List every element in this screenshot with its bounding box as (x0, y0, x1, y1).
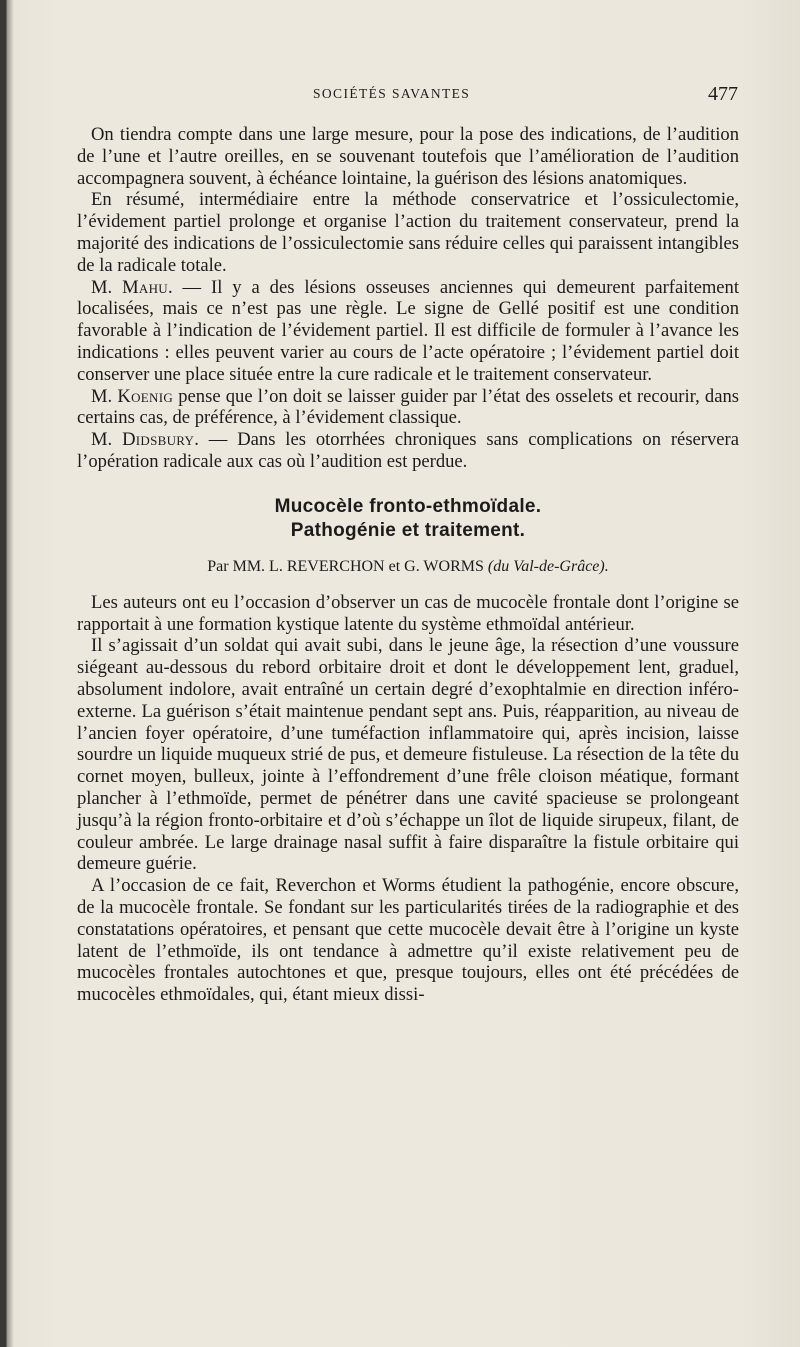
speaker-prefix: M. (91, 276, 123, 298)
paragraph: On tiendra compte dans une large mesure, pour la pose des indications, de l’audition de l’une et l’autre oreilles, en se souvenant toutefois que l’amélioration de l’audition accompagnera souvent, à échéance lointaine, la guérison des lésions anatomiques. (77, 124, 739, 189)
intervention-text: . — Il y a des lésions osseuses anciennes qui demeurent parfaitement localisées, mais ce n’est pas une règle. Le signe de Gellé positif est une condition favorable à l’indication de l’évidement partiel. Il est difficile de formuler à l’avance les indications : elles peuvent varier au cours de l’acte opératoire ; l’évidement partiel doit conserver une place située entre la cure radicale et le traitement conservateur. (77, 276, 739, 385)
paragraph: Il s’agissait d’un soldat qui avait subi, dans le jeune âge, la résection d’une voussure siégeant au-dessous du rebord orbitaire droit et dont le développement lent, graduel, absolument indolore, avait entraîné un certain degré d’exophtalmie en direction inféro-externe. La guérison s’était maintenue pendant sept ans. Puis, réapparition, au niveau de l’ancien foyer opératoire, d’une tuméfaction inflammatoire qui, après incision, laisse sourdre un liquide muqueux strié de pus, et demeure fistuleuse. La résection de la tête du cornet moyen, bulleux, jointe à l’effondrement d’une frêle cloison méatique, formant plancher à l’ethmoïde, permet de pénétrer dans une cavité spacieuse se prolongeant jusqu’à la région fronto-orbitaire et d’où s’échappe un îlot de liquide sirupeux, filant, de couleur ambrée. Le large drainage nasal suffit à faire disparaître la fistule orbitaire qui demeure guérie. (77, 635, 739, 875)
intervention-text: pense que l’on doit se laisser guider par l’état des osselets et recourir, dans certains cas, de préférence, à l’évidement classique. (77, 385, 739, 429)
intervention-text: . — Dans les otorrhées chroniques sans complications on réservera l’opération radicale aux cas où l’audition est perdue. (77, 429, 739, 472)
paragraph: Les auteurs ont eu l’occasion d’observer un cas de mucocèle frontale dont l’origine se rapportait à une formation kystique latente du système ethmoïdal antérieur. (77, 591, 739, 635)
speaker-prefix: M. (91, 385, 118, 407)
intervention-paragraph (77, 386, 739, 430)
section-title (77, 495, 739, 543)
page-header (0, 83, 800, 108)
speaker-name: Mahu (122, 276, 168, 298)
intervention-paragraph (77, 277, 739, 386)
speaker-name: Koenig (117, 385, 174, 407)
byline-institution: (du Val-de-Grâce). (487, 557, 609, 575)
byline-authors: Par MM. L. REVERCHON et G. WORMS (207, 557, 488, 575)
paragraph: A l’occasion de ce fait, Reverchon et Worms étudient la pathogénie, encore obscure, de la mucocèle frontale. Se fondant sur les particularités tirées de la radiographie et des constatations opératoires, et pensant que cette mucocèle devait être à l’origine un kyste latent de l’ethmoïde, ils ont tendance à admettre qu’il existe relativement peu de mucocèles frontales autochtones et que, presque toujours, elles ont été précédées de mucocèles ethmoïdales, qui, étant mieux dissi- (77, 875, 739, 1006)
paragraph: En résumé, intermédiaire entre la méthode conservatrice et l’ossiculectomie, l’évidement partiel prolonge et organise l’action du traitement conservateur, prend la majorité des indications de l’ossiculectomie sans réduire celles qui paraissent intangibles de la radicale totale. (77, 189, 739, 276)
section-title-line: Mucocèle fronto-ethmoïdale. (274, 495, 542, 517)
intervention-paragraph (77, 429, 739, 473)
spacer (77, 473, 739, 495)
speaker-prefix: M. (91, 429, 123, 451)
speaker-name: Didsbury (122, 429, 195, 451)
page-number: 477 (708, 83, 738, 105)
article-body (77, 124, 739, 1006)
running-title: SOCIÉTÉS SAVANTES (313, 86, 471, 101)
byline (77, 556, 739, 578)
section-title-line: Pathogénie et traitement. (290, 519, 526, 541)
